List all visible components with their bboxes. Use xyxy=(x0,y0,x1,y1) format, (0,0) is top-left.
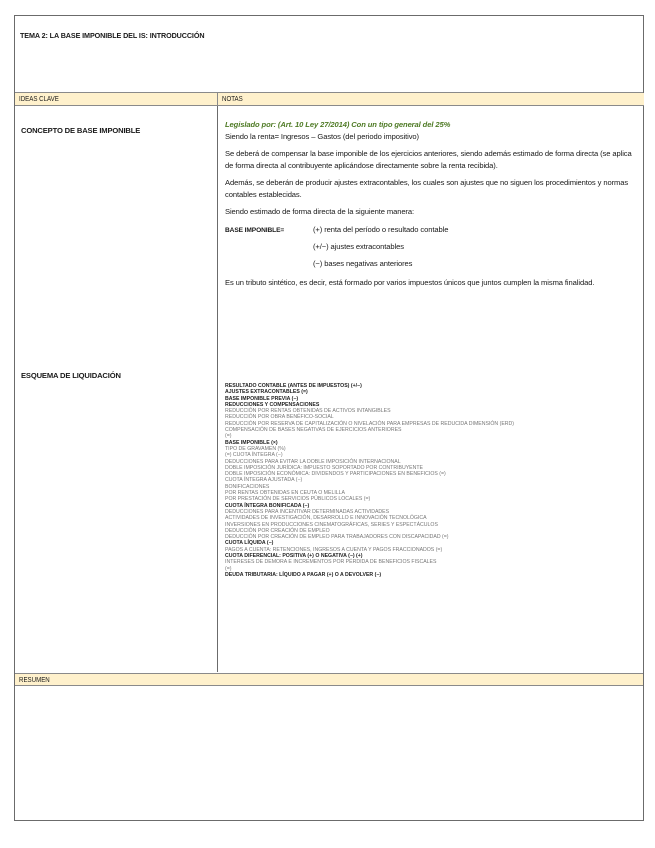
notas-label: NOTAS xyxy=(222,94,243,103)
schema-line: COMPENSACIÓN DE BASES NEGATIVAS DE EJERCICIOS ANTERIORES xyxy=(225,427,402,434)
schema-line: PAGOS A CUENTA: RETENCIONES, INGRESOS A CUENTA Y PAGOS FRACCIONADOS (=) xyxy=(225,546,443,553)
schema-line: REDUCCIÓN POR OBRA BENÉFICO-SOCIAL xyxy=(225,414,334,421)
schema-line: BASE IMPONIBLE PREVIA (−) xyxy=(225,395,299,402)
formula-line-1: (+) renta del período o resultado contable xyxy=(313,224,449,234)
note-estimation: Siendo estimado de forma directa de la siguiente manera: xyxy=(225,207,414,216)
notes-body xyxy=(225,119,637,294)
schema-line: DOBLE IMPOSICIÓN ECONÓMICA: DIVIDENDOS Y PARTICIPACIONES EN BENEFICIOS (=) xyxy=(225,471,446,478)
base-imponible-formula xyxy=(225,224,637,271)
resumen-body[interactable] xyxy=(15,686,643,821)
schema-line: REDUCCIÓN POR RESERVA DE CAPITALIZACIÓN O NIVELACIÓN PARA EMPRESAS DE REDUCIDA DIMENSIÓN (ERD) xyxy=(225,420,515,427)
idea-concepto-base-imponible: CONCEPTO DE BASE IMPONIBLE xyxy=(21,126,141,135)
note-ajustes: Además, se deberán de producir ajustes extracontables, los cuales son ajustes que no siguen los procedimientos y normas contables establecidas. xyxy=(225,178,629,199)
formula-line-3: (−) bases negativas anteriores xyxy=(313,258,413,268)
schema-line: CUOTA ÍNTEGRA AJUSTADA (−) xyxy=(225,477,303,484)
schema-line: REDUCCIONES Y COMPENSACIONES xyxy=(225,401,320,408)
schema-line: CUOTA LÍQUIDA (−) xyxy=(225,540,274,547)
notes-column xyxy=(219,106,644,672)
schema-line: DEDUCCIONES PARA INCENTIVAR DETERMINADAS ACTIVIDADES xyxy=(225,508,390,515)
title-row xyxy=(15,16,643,93)
legislation-reference: Legislado por: (Art. 10 Ley 27/2014) Con un tipo general del 25% xyxy=(225,120,451,129)
resumen-header xyxy=(15,673,643,686)
liquidation-schema xyxy=(225,383,637,578)
schema-line: DEDUCCIÓN POR CREACIÓN DE EMPLEO xyxy=(225,527,330,534)
resumen-label: RESUMEN xyxy=(19,675,50,684)
schema-line: POR PRESTACIÓN DE SERVICIOS PÚBLICOS LOCALES (=) xyxy=(225,496,371,503)
ideas-clave-header xyxy=(15,93,218,106)
schema-line: (=) xyxy=(225,433,232,440)
schema-line: POR RENTAS OBTENIDAS EN CEUTA O MELILLA xyxy=(225,490,346,497)
schema-line: DEUDA TRIBUTARIA: LÍQUIDO A PAGAR (+) O A DEVOLVER (−) xyxy=(225,571,382,578)
schema-line: AJUSTES EXTRACONTABLES (=) xyxy=(225,389,308,396)
ideas-column xyxy=(15,106,218,672)
note-tributo-sintetico: Es un tributo sintético, es decir, está formado por varios impuestos únicos que juntos cumplen la misma finalidad. xyxy=(225,277,595,287)
schema-line: DEDUCCIONES PARA EVITAR LA DOBLE IMPOSICIÓN INTERNACIONAL xyxy=(225,458,401,465)
note-compensation: Se deberá de compensar la base imponible de los ejercicios anteriores, siendo además estimado de forma directa (se aplica de forma directa al contribuyente aplicándose directamente sobre la renta recibida). xyxy=(225,149,632,170)
schema-line: TIPO DE GRAVAMEN (%) xyxy=(225,445,286,452)
schema-line: (=) xyxy=(225,565,232,572)
schema-line: INVERSIONES EN PRODUCCIONES CINEMATOGRÁFICAS, SERIES Y ESPECTÁCULOS xyxy=(225,521,438,528)
idea-esquema-liquidacion: ESQUEMA DE LIQUIDACIÓN xyxy=(21,371,121,380)
schema-line: CUOTA DIFERENCIAL: POSITIVA (+) O NEGATIVA (−) (+) xyxy=(225,553,363,560)
schema-line: BASE IMPONIBLE (×) xyxy=(225,439,278,446)
schema-line: CUOTA ÍNTEGRA BONIFICADA (−) xyxy=(225,502,310,509)
formula-line-2: (+/−) ajustes extracontables xyxy=(313,241,404,251)
ideas-clave-label: IDEAS CLAVE xyxy=(19,94,59,103)
page-title: TEMA 2: LA BASE IMPONIBLE DEL IS: INTRODUCCIÓN xyxy=(20,31,205,40)
schema-line: ACTIVIDADES DE INVESTIGACIÓN, DESARROLLO E INNOVACIÓN TECNOLÓGICA xyxy=(225,515,427,522)
schema-line: (=) CUOTA ÍNTEGRA (−) xyxy=(225,452,283,459)
renta-definition: Siendo la renta= Ingresos – Gastos (del periodo impositivo) xyxy=(225,131,419,141)
schema-line: RESULTADO CONTABLE (ANTES DE IMPUESTOS) (+/−) xyxy=(225,383,362,389)
schema-line: DEDUCCIÓN POR CREACIÓN DE EMPLEO PARA TRABAJADORES CON DISCAPACIDAD (=) xyxy=(225,534,449,541)
notas-header xyxy=(218,93,644,106)
formula-label: BASE IMPONIBLE= xyxy=(225,226,285,234)
schema-line: DOBLE IMPOSICIÓN JURÍDICA: IMPUESTO SOPORTADO POR CONTRIBUYENTE xyxy=(225,464,424,471)
schema-line: INTERESES DE DEMORA E INCREMENTOS POR PÉRDIDA DE BENEFICIOS FISCALES xyxy=(225,559,437,566)
schema-line: BONIFICACIONES xyxy=(225,483,270,490)
document-frame xyxy=(14,15,644,821)
schema-line: REDUCCIÓN POR RENTAS OBTENIDAS DE ACTIVOS INTANGIBLES xyxy=(225,408,391,415)
